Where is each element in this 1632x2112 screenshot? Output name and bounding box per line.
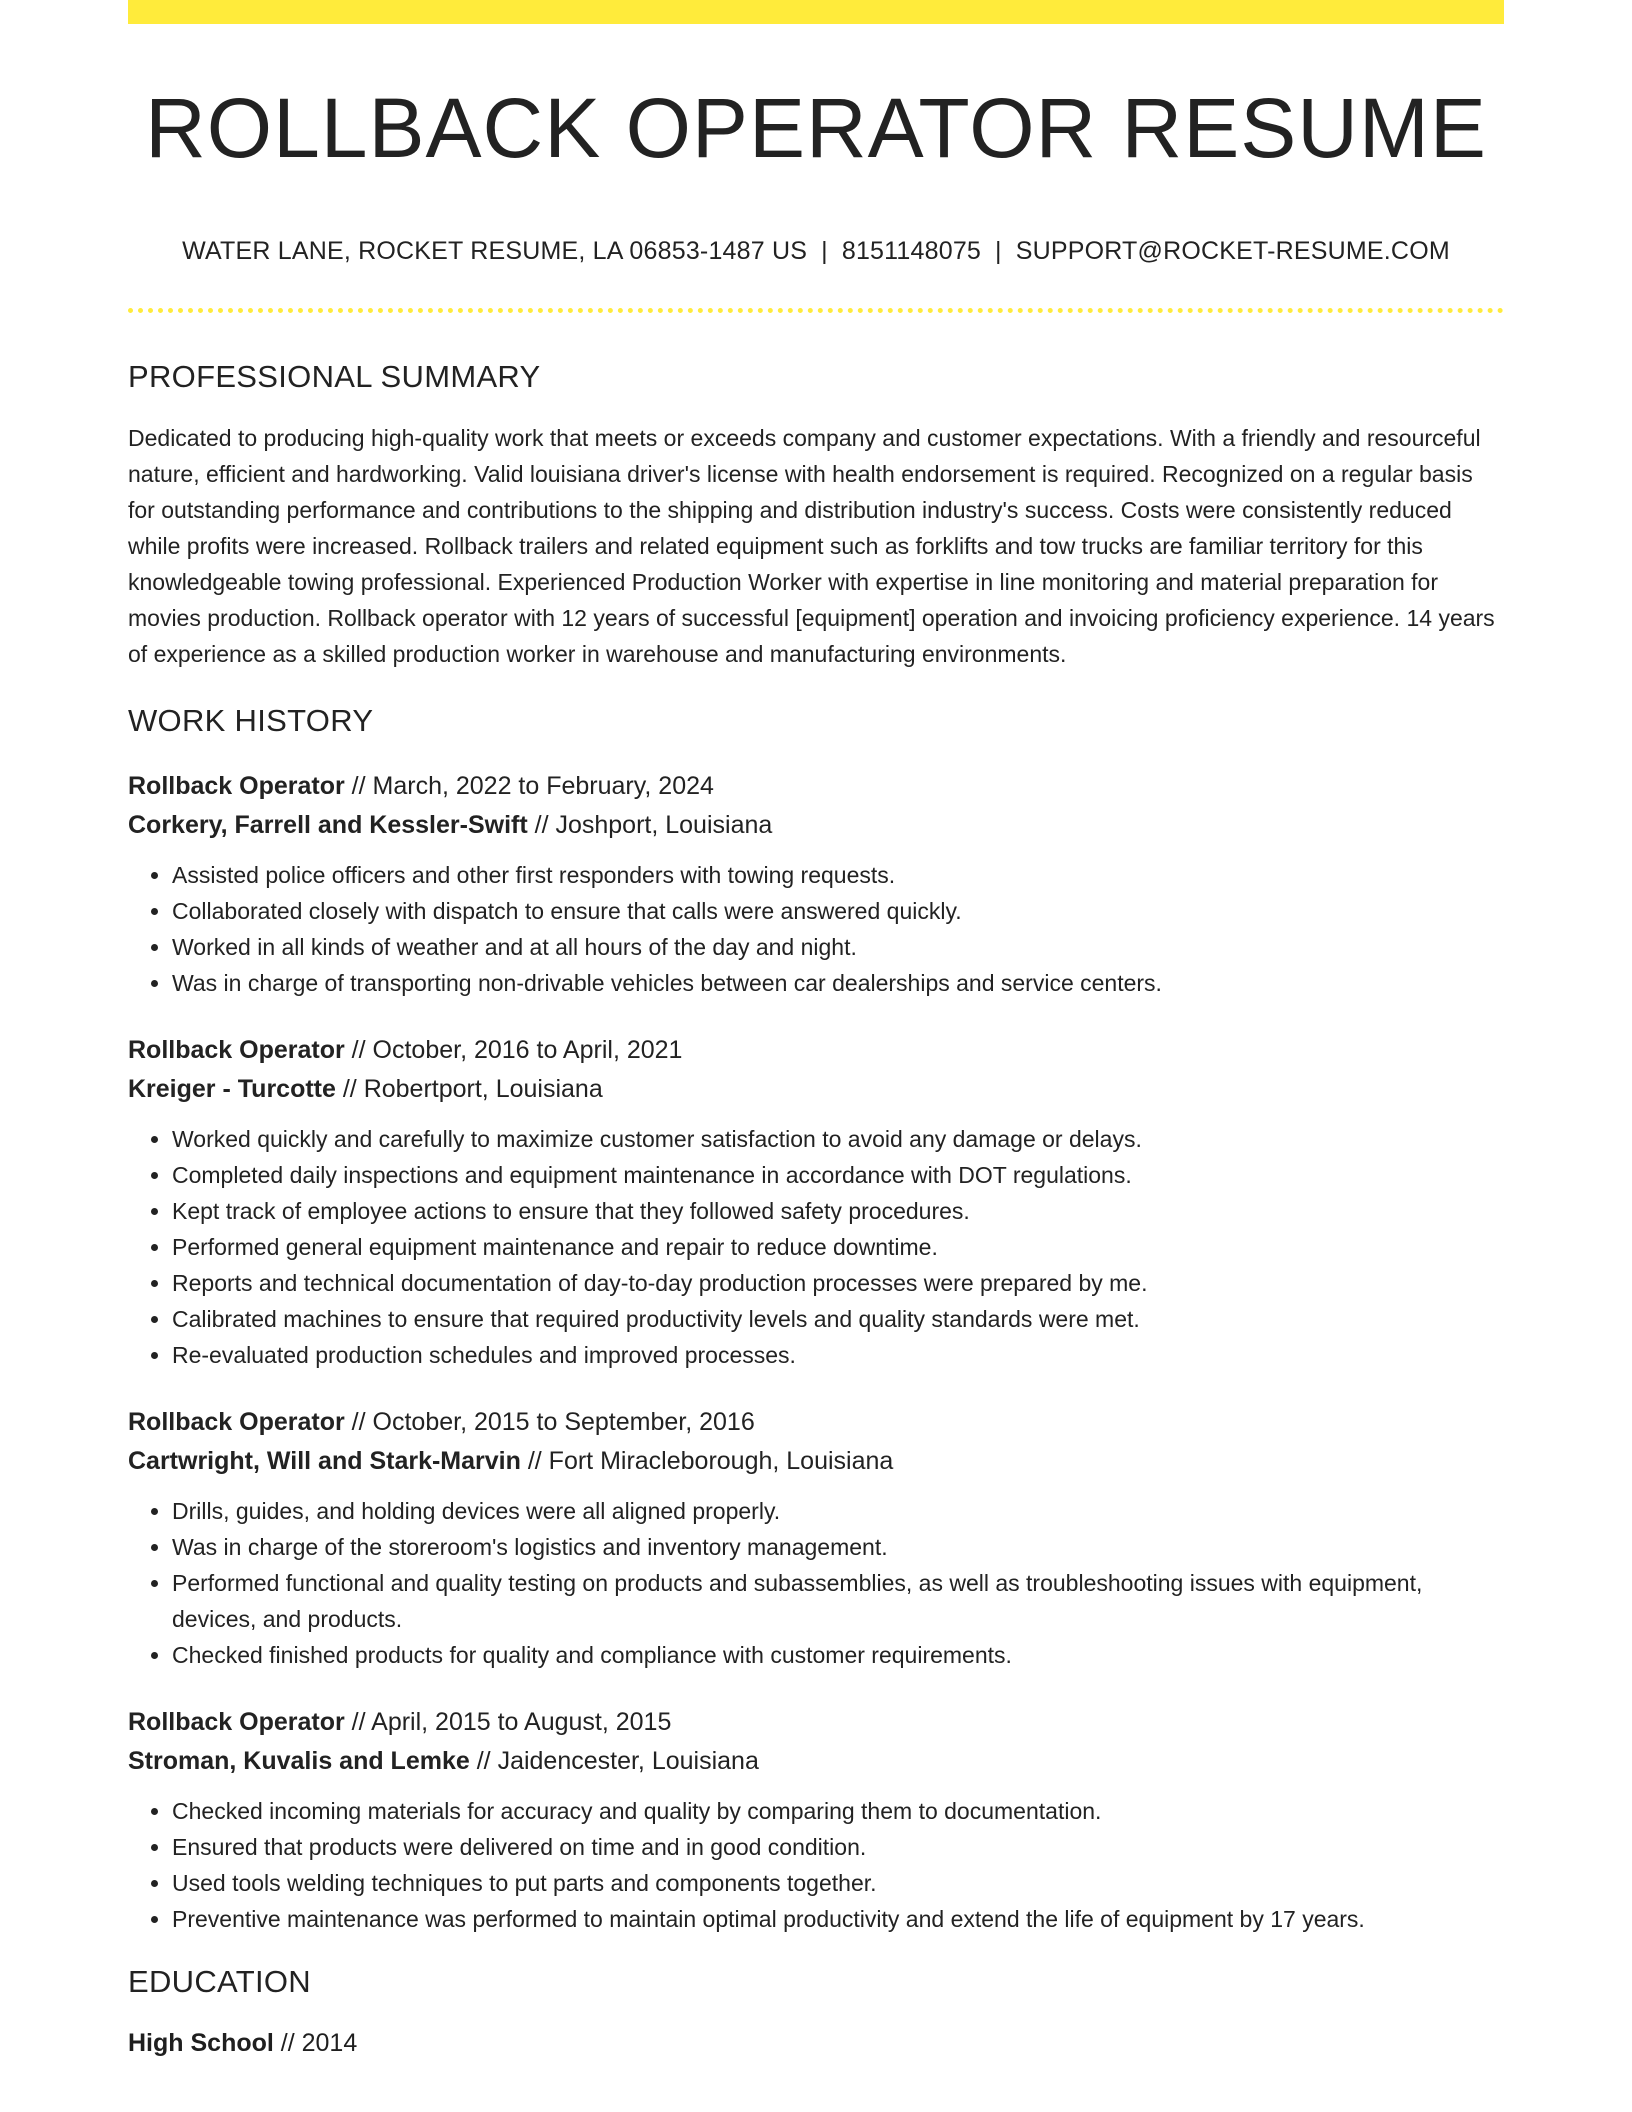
- contact-address: WATER LANE, ROCKET RESUME, LA 06853-1487 US: [182, 237, 808, 266]
- job-title-line: [128, 1703, 1504, 1742]
- resume-title: ROLLBACK OPERATOR RESUME: [145, 81, 1487, 175]
- job-bullet-list: [128, 1793, 1504, 1937]
- job-bullet: • Was in charge of the storeroom's logistics and inventory management.: [172, 1529, 1504, 1565]
- job-entry: [128, 767, 1504, 1001]
- summary-text: Dedicated to producing high-quality work that meets or exceeds company and customer expectations. With a friendly and resourceful nature, efficient and hardworking. Valid louisiana driver's license with health endorsement is required. Recognized on a regular basis for outstanding performance and contributions to the shipping and distribution industry's success. Costs were consistently reduced while profits were increased. Rollback trailers and related equipment such as forklifts and tow trucks are familiar territory for this knowledgeable towing professional. Experienced Production Worker with expertise in line monitoring and material preparation for movies production. Rollback operator with 12 years of successful [equipment] operation and invoicing proficiency experience. 14 years of experience as a skilled production worker in warehouse and manufacturing environments.: [128, 424, 1495, 667]
- job-role: Rollback Operator: [128, 1707, 345, 1736]
- dotted-divider: [128, 308, 1504, 313]
- job-bullet: • Drills, guides, and holding devices were all aligned properly.: [172, 1493, 1504, 1529]
- work-history-list: [128, 767, 1504, 1937]
- job-bullet: • Worked quickly and carefully to maximize customer satisfaction to avoid any damage or delays.: [172, 1121, 1504, 1157]
- job-dates: // April, 2015 to August, 2015: [344, 1707, 672, 1736]
- resume-page: [128, 0, 1504, 2063]
- job-bullet: • Re-evaluated production schedules and improved processes.: [172, 1337, 1504, 1373]
- job-bullet: • Preventive maintenance was performed to maintain optimal productivity and extend the life of equipment by 17 years.: [172, 1901, 1504, 1937]
- job-entry: [128, 1703, 1504, 1937]
- job-dates: // March, 2022 to February, 2024: [344, 771, 714, 800]
- education-heading: EDUCATION: [128, 1963, 311, 1999]
- job-company: Kreiger - Turcotte: [128, 1074, 336, 1103]
- job-bullet: • Collaborated closely with dispatch to ensure that calls were answered quickly.: [172, 893, 1504, 929]
- job-role: Rollback Operator: [128, 1407, 345, 1436]
- job-title-line: [128, 767, 1504, 806]
- summary-heading: PROFESSIONAL SUMMARY: [128, 359, 541, 395]
- top-accent-bar: [128, 0, 1504, 24]
- job-bullet: • Assisted police officers and other first responders with towing requests.: [172, 857, 1504, 893]
- contact-line: [128, 236, 1504, 266]
- job-bullet: • Calibrated machines to ensure that required productivity levels and quality standards were met.: [172, 1301, 1504, 1337]
- job-role: Rollback Operator: [128, 771, 345, 800]
- job-location: // Jaidencester, Louisiana: [469, 1746, 759, 1775]
- job-bullet-list: [128, 1493, 1504, 1673]
- job-bullet: • Kept track of employee actions to ensure that they followed safety procedures.: [172, 1193, 1504, 1229]
- job-company-line: [128, 1070, 1504, 1109]
- job-bullet: • Reports and technical documentation of day-to-day production processes were prepared by me.: [172, 1265, 1504, 1301]
- education-list: [128, 2024, 1504, 2063]
- job-title-line: [128, 1403, 1504, 1442]
- job-location: // Joshport, Louisiana: [527, 810, 773, 839]
- job-bullet: • Was in charge of transporting non-drivable vehicles between car dealerships and service centers.: [172, 965, 1504, 1001]
- contact-email: SUPPORT@ROCKET-RESUME.COM: [1015, 237, 1450, 266]
- work-history-heading: WORK HISTORY: [128, 702, 374, 738]
- education-year: // 2014: [273, 2028, 358, 2057]
- job-bullet-list: [128, 857, 1504, 1001]
- job-bullet-list: [128, 1121, 1504, 1373]
- job-company: Stroman, Kuvalis and Lemke: [128, 1746, 470, 1775]
- job-bullet: • Checked finished products for quality and compliance with customer requirements.: [172, 1637, 1504, 1673]
- education-degree: High School: [128, 2028, 274, 2057]
- job-dates: // October, 2016 to April, 2021: [344, 1035, 683, 1064]
- job-entry: [128, 1403, 1504, 1673]
- contact-phone: 8151148075: [841, 237, 982, 266]
- job-company: Corkery, Farrell and Kessler-Swift: [128, 810, 528, 839]
- job-dates: // October, 2015 to September, 2016: [344, 1407, 755, 1436]
- job-location: // Fort Miracleborough, Louisiana: [520, 1446, 894, 1475]
- education-entry: [128, 2024, 1504, 2063]
- job-company-line: [128, 806, 1504, 845]
- job-title-line: [128, 1031, 1504, 1070]
- job-company-line: [128, 1742, 1504, 1781]
- job-role: Rollback Operator: [128, 1035, 345, 1064]
- job-bullet: • Performed functional and quality testing on products and subassemblies, as well as troubleshooting issues with equipment, devices, and products.: [172, 1565, 1504, 1637]
- job-company: Cartwright, Will and Stark-Marvin: [128, 1446, 521, 1475]
- contact-separator: |: [821, 237, 828, 266]
- job-company-line: [128, 1442, 1504, 1481]
- job-bullet: • Worked in all kinds of weather and at all hours of the day and night.: [172, 929, 1504, 965]
- job-entry: [128, 1031, 1504, 1373]
- contact-separator: |: [995, 237, 1002, 266]
- job-location: // Robertport, Louisiana: [335, 1074, 603, 1103]
- job-bullet: • Ensured that products were delivered on time and in good condition.: [172, 1829, 1504, 1865]
- job-bullet: • Checked incoming materials for accuracy and quality by comparing them to documentation.: [172, 1793, 1504, 1829]
- job-bullet: • Used tools welding techniques to put parts and components together.: [172, 1865, 1504, 1901]
- job-bullet: • Performed general equipment maintenance and repair to reduce downtime.: [172, 1229, 1504, 1265]
- job-bullet: • Completed daily inspections and equipment maintenance in accordance with DOT regulations.: [172, 1157, 1504, 1193]
